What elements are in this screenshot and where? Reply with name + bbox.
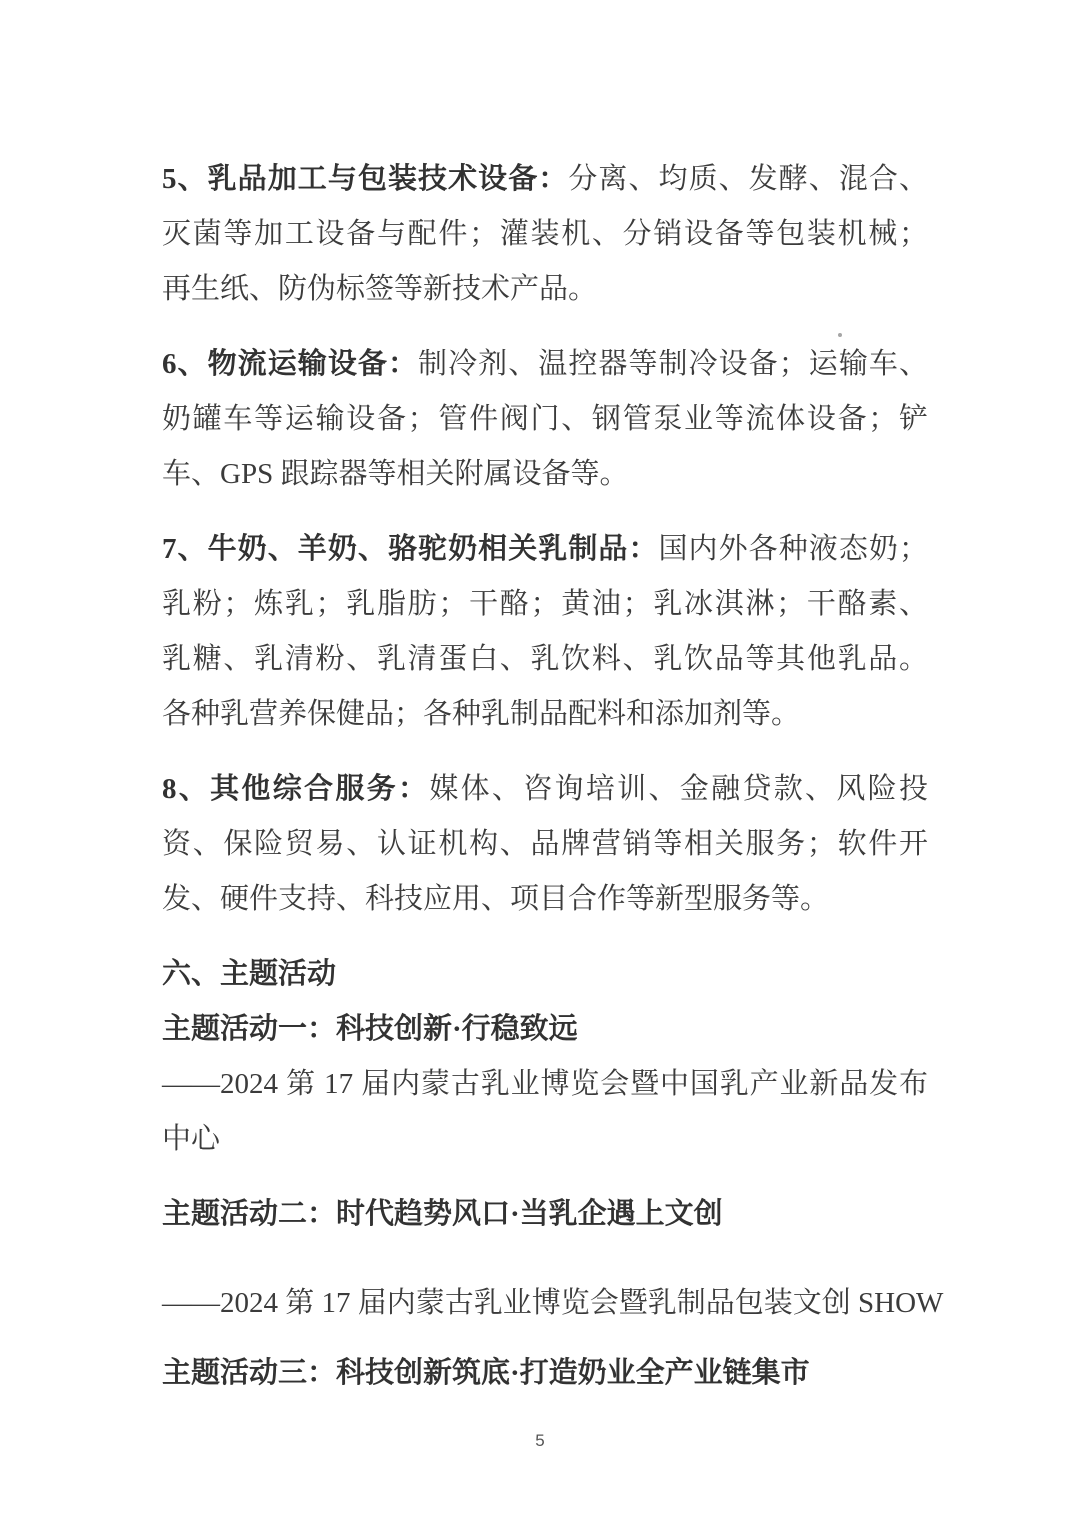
text-segment: ——2024 第 17 届内蒙古乳业博览会暨中国乳产业新品发布 — [162, 1068, 928, 1100]
bold-text-segment: 主题活动三：科技创新筑底·打造奶业全产业链集市 — [162, 1357, 810, 1389]
text-segment: 奶罐车等运输设备；管件阀门、钢管泵业等流体设备；铲 — [162, 403, 928, 435]
text-line — [162, 392, 928, 447]
text-line — [162, 1187, 928, 1242]
text-segment: 分离、均质、发酵、混合、 — [568, 163, 928, 195]
section-6-theme-activities-heading — [162, 947, 928, 1002]
bold-text-segment: 主题活动一：科技创新·行稳致远 — [162, 1013, 578, 1045]
text-line — [162, 152, 928, 207]
bold-text-segment: 5、乳品加工与包装技术设备： — [162, 163, 569, 195]
bold-text-segment: 7、牛奶、羊奶、骆驼奶相关乳制品： — [162, 533, 659, 565]
text-segment: 乳糖、乳清粉、乳清蛋白、乳饮料、乳饮品等其他乳品。 — [162, 643, 928, 675]
text-segment: 再生纸、防伪标签等新技术产品。 — [162, 273, 598, 305]
text-segment: 国内外各种液态奶； — [658, 533, 928, 565]
text-line — [162, 762, 928, 817]
text-line — [162, 577, 928, 632]
item-8-other-comprehensive-services — [162, 762, 928, 927]
text-line — [162, 522, 928, 577]
text-line — [162, 632, 928, 687]
text-segment: 灭菌等加工设备与配件；灌装机、分销设备等包装机械； — [162, 218, 928, 250]
text-segment: 资、保险贸易、认证机构、品牌营销等相关服务；软件开 — [162, 828, 928, 860]
text-segment: 车、GPS 跟踪器等相关附属设备等。 — [162, 458, 629, 490]
text-line — [162, 1346, 928, 1401]
text-line — [162, 1057, 928, 1112]
bold-text-segment: 6、物流运输设备： — [162, 348, 419, 380]
text-segment: ——2024 第 17 届内蒙古乳业博览会暨乳制品包装文创 SHOW — [162, 1287, 944, 1319]
text-line — [162, 337, 928, 392]
text-line — [162, 947, 928, 1002]
text-line — [162, 817, 928, 872]
theme-activity-1-subtitle — [162, 1057, 928, 1167]
text-line — [162, 262, 928, 317]
text-segment: 乳粉；炼乳；乳脂肪；干酪；黄油；乳冰淇淋；干酪素、 — [162, 588, 928, 620]
theme-activity-1-title — [162, 1002, 928, 1057]
page-number: 5 — [535, 1431, 545, 1450]
text-segment: 中心 — [162, 1123, 221, 1155]
item-6-logistics-transport-equipment — [162, 337, 928, 502]
item-5-dairy-processing-packaging-equipment — [162, 152, 928, 317]
document-content — [162, 152, 944, 1401]
bold-text-segment: 主题活动二：时代趋势风口·当乳企遇上文创 — [162, 1198, 723, 1230]
text-line — [162, 1276, 944, 1331]
text-segment: 各种乳营养保健品；各种乳制品配料和添加剂等。 — [162, 698, 801, 730]
text-segment: 制冷剂、温控器等制冷设备；运输车、 — [418, 348, 928, 380]
theme-activity-2-subtitle — [162, 1276, 944, 1331]
text-line — [162, 207, 928, 262]
bold-text-segment: 六、主题活动 — [162, 958, 337, 990]
theme-activity-3-title — [162, 1346, 928, 1401]
text-line — [162, 447, 928, 502]
theme-activity-2-title — [162, 1187, 928, 1242]
text-line — [162, 1112, 928, 1167]
text-segment: 媒体、咨询培训、金融贷款、风险投 — [429, 773, 928, 805]
bold-text-segment: 8、其他综合服务： — [162, 773, 430, 805]
text-segment: 发、硬件支持、科技应用、项目合作等新型服务等。 — [162, 883, 830, 915]
text-line — [162, 872, 928, 927]
text-line — [162, 1002, 928, 1057]
scan-speck-artifact — [838, 333, 842, 337]
text-line — [162, 687, 928, 742]
item-7-milk-related-dairy-products — [162, 522, 928, 742]
